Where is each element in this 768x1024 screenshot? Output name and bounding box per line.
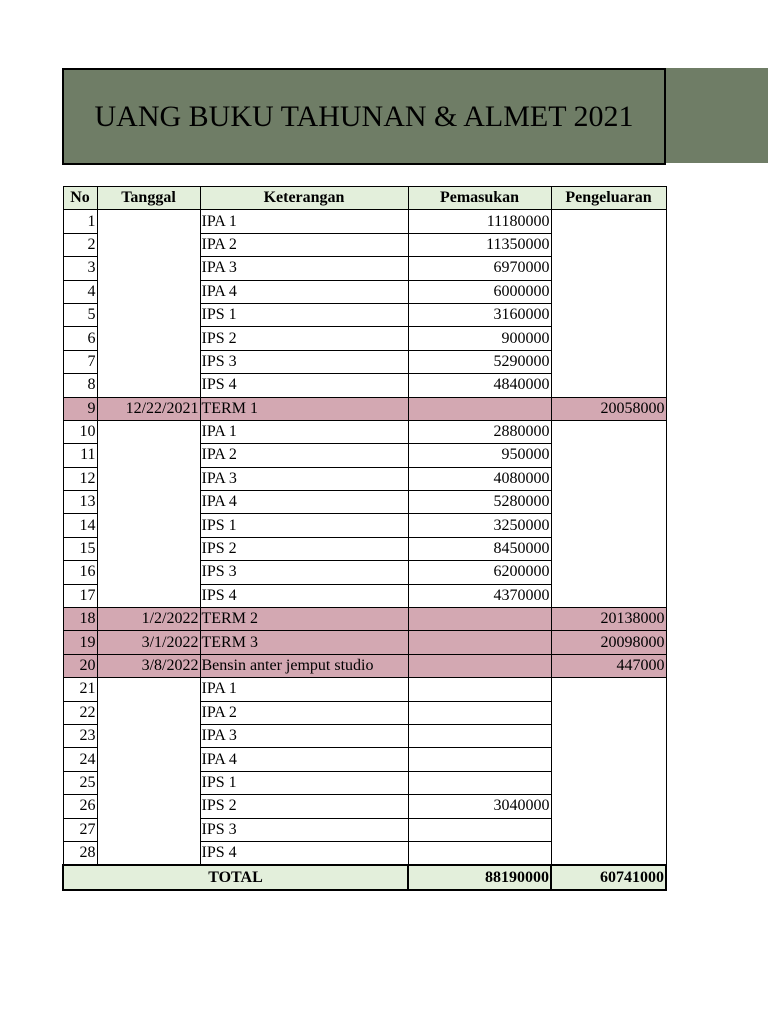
cell-no: 14 <box>63 514 97 537</box>
total-pengeluaran: 60741000 <box>551 865 666 889</box>
table-body <box>63 210 666 865</box>
cell-tanggal <box>97 444 200 467</box>
cell-pengeluaran <box>551 584 666 607</box>
cell-no: 28 <box>63 841 97 865</box>
cell-keterangan: IPS 2 <box>200 537 408 560</box>
cell-tanggal <box>97 327 200 350</box>
cell-keterangan: IPS 1 <box>200 514 408 537</box>
table-row <box>63 701 666 724</box>
cell-keterangan: IPS 4 <box>200 584 408 607</box>
total-label: TOTAL <box>63 865 408 889</box>
cell-no: 16 <box>63 561 97 584</box>
cell-no: 17 <box>63 584 97 607</box>
table-row <box>63 280 666 303</box>
cell-pengeluaran <box>551 678 666 701</box>
cell-keterangan: IPA 4 <box>200 280 408 303</box>
table-row <box>63 654 666 677</box>
table-row <box>63 584 666 607</box>
cell-tanggal: 3/1/2022 <box>97 631 200 654</box>
cell-keterangan: IPA 4 <box>200 748 408 771</box>
cell-pengeluaran: 447000 <box>551 654 666 677</box>
cell-tanggal <box>97 257 200 280</box>
cell-keterangan: IPA 2 <box>200 701 408 724</box>
table-row <box>63 350 666 373</box>
cell-pengeluaran <box>551 210 666 233</box>
table-row <box>63 397 666 420</box>
cell-keterangan: IPS 1 <box>200 303 408 326</box>
cell-tanggal <box>97 537 200 560</box>
cell-pemasukan: 4840000 <box>408 374 551 397</box>
cell-no: 6 <box>63 327 97 350</box>
cell-keterangan: IPA 4 <box>200 491 408 514</box>
cell-no: 10 <box>63 420 97 443</box>
cell-pengeluaran <box>551 444 666 467</box>
cell-pengeluaran <box>551 327 666 350</box>
table-row <box>63 303 666 326</box>
cell-pemasukan: 5280000 <box>408 491 551 514</box>
cell-pemasukan: 3040000 <box>408 795 551 818</box>
table-row <box>63 678 666 701</box>
cell-pengeluaran: 20098000 <box>551 631 666 654</box>
cell-pengeluaran <box>551 537 666 560</box>
cell-pemasukan: 6200000 <box>408 561 551 584</box>
cell-pemasukan <box>408 397 551 420</box>
cell-tanggal <box>97 420 200 443</box>
cell-pemasukan <box>408 631 551 654</box>
table-row <box>63 444 666 467</box>
cell-no: 27 <box>63 818 97 841</box>
cell-pemasukan <box>408 678 551 701</box>
cell-pengeluaran <box>551 818 666 841</box>
cell-keterangan: IPA 1 <box>200 210 408 233</box>
ledger-table <box>62 186 667 891</box>
cell-pemasukan: 8450000 <box>408 537 551 560</box>
cell-no: 23 <box>63 724 97 747</box>
cell-no: 26 <box>63 795 97 818</box>
cell-pemasukan <box>408 608 551 631</box>
cell-keterangan: IPS 2 <box>200 327 408 350</box>
cell-tanggal <box>97 701 200 724</box>
cell-pengeluaran <box>551 257 666 280</box>
cell-keterangan: IPS 4 <box>200 374 408 397</box>
cell-pemasukan: 3250000 <box>408 514 551 537</box>
cell-pemasukan: 3160000 <box>408 303 551 326</box>
cell-tanggal <box>97 771 200 794</box>
cell-keterangan: IPS 1 <box>200 771 408 794</box>
cell-keterangan: TERM 2 <box>200 608 408 631</box>
cell-no: 22 <box>63 701 97 724</box>
page-title: UANG BUKU TAHUNAN & ALMET 2021 <box>62 68 666 165</box>
cell-pengeluaran <box>551 795 666 818</box>
cell-no: 5 <box>63 303 97 326</box>
cell-pengeluaran <box>551 701 666 724</box>
cell-tanggal <box>97 233 200 256</box>
cell-keterangan: TERM 3 <box>200 631 408 654</box>
cell-pengeluaran <box>551 303 666 326</box>
cell-pemasukan: 11350000 <box>408 233 551 256</box>
table-row <box>63 327 666 350</box>
table-row <box>63 631 666 654</box>
cell-no: 2 <box>63 233 97 256</box>
header-keterangan: Keterangan <box>200 187 408 210</box>
cell-tanggal <box>97 841 200 865</box>
header-pemasukan: Pemasukan <box>408 187 551 210</box>
cell-tanggal: 12/22/2021 <box>97 397 200 420</box>
cell-tanggal: 1/2/2022 <box>97 608 200 631</box>
cell-no: 8 <box>63 374 97 397</box>
cell-pemasukan <box>408 654 551 677</box>
table-row <box>63 537 666 560</box>
cell-keterangan: IPS 3 <box>200 561 408 584</box>
cell-pemasukan <box>408 748 551 771</box>
cell-pemasukan: 6970000 <box>408 257 551 280</box>
cell-keterangan: IPA 3 <box>200 467 408 490</box>
cell-no: 9 <box>63 397 97 420</box>
table-row <box>63 257 666 280</box>
table-header-row <box>63 187 666 210</box>
table-row <box>63 771 666 794</box>
cell-no: 3 <box>63 257 97 280</box>
cell-pemasukan <box>408 771 551 794</box>
cell-keterangan: IPS 3 <box>200 818 408 841</box>
cell-tanggal <box>97 210 200 233</box>
cell-keterangan: IPA 1 <box>200 678 408 701</box>
cell-pengeluaran <box>551 724 666 747</box>
cell-no: 13 <box>63 491 97 514</box>
cell-tanggal <box>97 467 200 490</box>
cell-tanggal <box>97 818 200 841</box>
cell-tanggal <box>97 748 200 771</box>
cell-pengeluaran <box>551 491 666 514</box>
cell-tanggal <box>97 795 200 818</box>
header-no: No <box>63 187 97 210</box>
cell-keterangan: IPA 3 <box>200 257 408 280</box>
cell-no: 11 <box>63 444 97 467</box>
total-pemasukan: 88190000 <box>408 865 551 889</box>
cell-tanggal: 3/8/2022 <box>97 654 200 677</box>
table-row <box>63 233 666 256</box>
total-row <box>63 865 666 889</box>
cell-pengeluaran <box>551 561 666 584</box>
cell-pengeluaran <box>551 280 666 303</box>
cell-pemasukan: 4370000 <box>408 584 551 607</box>
cell-pengeluaran <box>551 467 666 490</box>
table-row <box>63 795 666 818</box>
table-row <box>63 561 666 584</box>
cell-pengeluaran: 20138000 <box>551 608 666 631</box>
cell-no: 12 <box>63 467 97 490</box>
cell-no: 24 <box>63 748 97 771</box>
cell-keterangan: IPS 4 <box>200 841 408 865</box>
cell-pemasukan: 11180000 <box>408 210 551 233</box>
cell-no: 18 <box>63 608 97 631</box>
cell-pemasukan: 5290000 <box>408 350 551 373</box>
table-row <box>63 841 666 865</box>
header-pengeluaran: Pengeluaran <box>551 187 666 210</box>
cell-tanggal <box>97 561 200 584</box>
cell-pengeluaran <box>551 514 666 537</box>
table-row <box>63 420 666 443</box>
cell-tanggal <box>97 514 200 537</box>
cell-keterangan: IPA 1 <box>200 420 408 443</box>
cell-tanggal <box>97 584 200 607</box>
cell-no: 20 <box>63 654 97 677</box>
cell-keterangan: Bensin anter jemput studio <box>200 654 408 677</box>
cell-tanggal <box>97 678 200 701</box>
cell-pemasukan: 6000000 <box>408 280 551 303</box>
cell-tanggal <box>97 350 200 373</box>
table-row <box>63 491 666 514</box>
cell-keterangan: TERM 1 <box>200 397 408 420</box>
cell-pemasukan: 950000 <box>408 444 551 467</box>
cell-pengeluaran: 20058000 <box>551 397 666 420</box>
cell-pengeluaran <box>551 350 666 373</box>
cell-pemasukan <box>408 818 551 841</box>
cell-pengeluaran <box>551 374 666 397</box>
cell-pengeluaran <box>551 748 666 771</box>
cell-keterangan: IPS 3 <box>200 350 408 373</box>
cell-keterangan: IPA 2 <box>200 444 408 467</box>
cell-pemasukan: 2880000 <box>408 420 551 443</box>
cell-no: 15 <box>63 537 97 560</box>
cell-no: 7 <box>63 350 97 373</box>
cell-no: 25 <box>63 771 97 794</box>
cell-pengeluaran <box>551 841 666 865</box>
cell-no: 1 <box>63 210 97 233</box>
cell-no: 21 <box>63 678 97 701</box>
table-row <box>63 724 666 747</box>
table-row <box>63 467 666 490</box>
cell-pemasukan: 900000 <box>408 327 551 350</box>
cell-keterangan: IPA 2 <box>200 233 408 256</box>
cell-pengeluaran <box>551 771 666 794</box>
cell-tanggal <box>97 374 200 397</box>
table-row <box>63 374 666 397</box>
cell-pengeluaran <box>551 233 666 256</box>
header-tanggal: Tanggal <box>97 187 200 210</box>
cell-keterangan: IPS 2 <box>200 795 408 818</box>
cell-pemasukan: 4080000 <box>408 467 551 490</box>
cell-tanggal <box>97 280 200 303</box>
table-row <box>63 608 666 631</box>
cell-tanggal <box>97 724 200 747</box>
cell-no: 4 <box>63 280 97 303</box>
table-row <box>63 748 666 771</box>
table-row <box>63 818 666 841</box>
cell-pemasukan <box>408 701 551 724</box>
cell-pemasukan <box>408 724 551 747</box>
cell-no: 19 <box>63 631 97 654</box>
cell-tanggal <box>97 491 200 514</box>
table-row <box>63 514 666 537</box>
cell-pemasukan <box>408 841 551 865</box>
table-row <box>63 210 666 233</box>
cell-keterangan: IPA 3 <box>200 724 408 747</box>
cell-pengeluaran <box>551 420 666 443</box>
cell-tanggal <box>97 303 200 326</box>
